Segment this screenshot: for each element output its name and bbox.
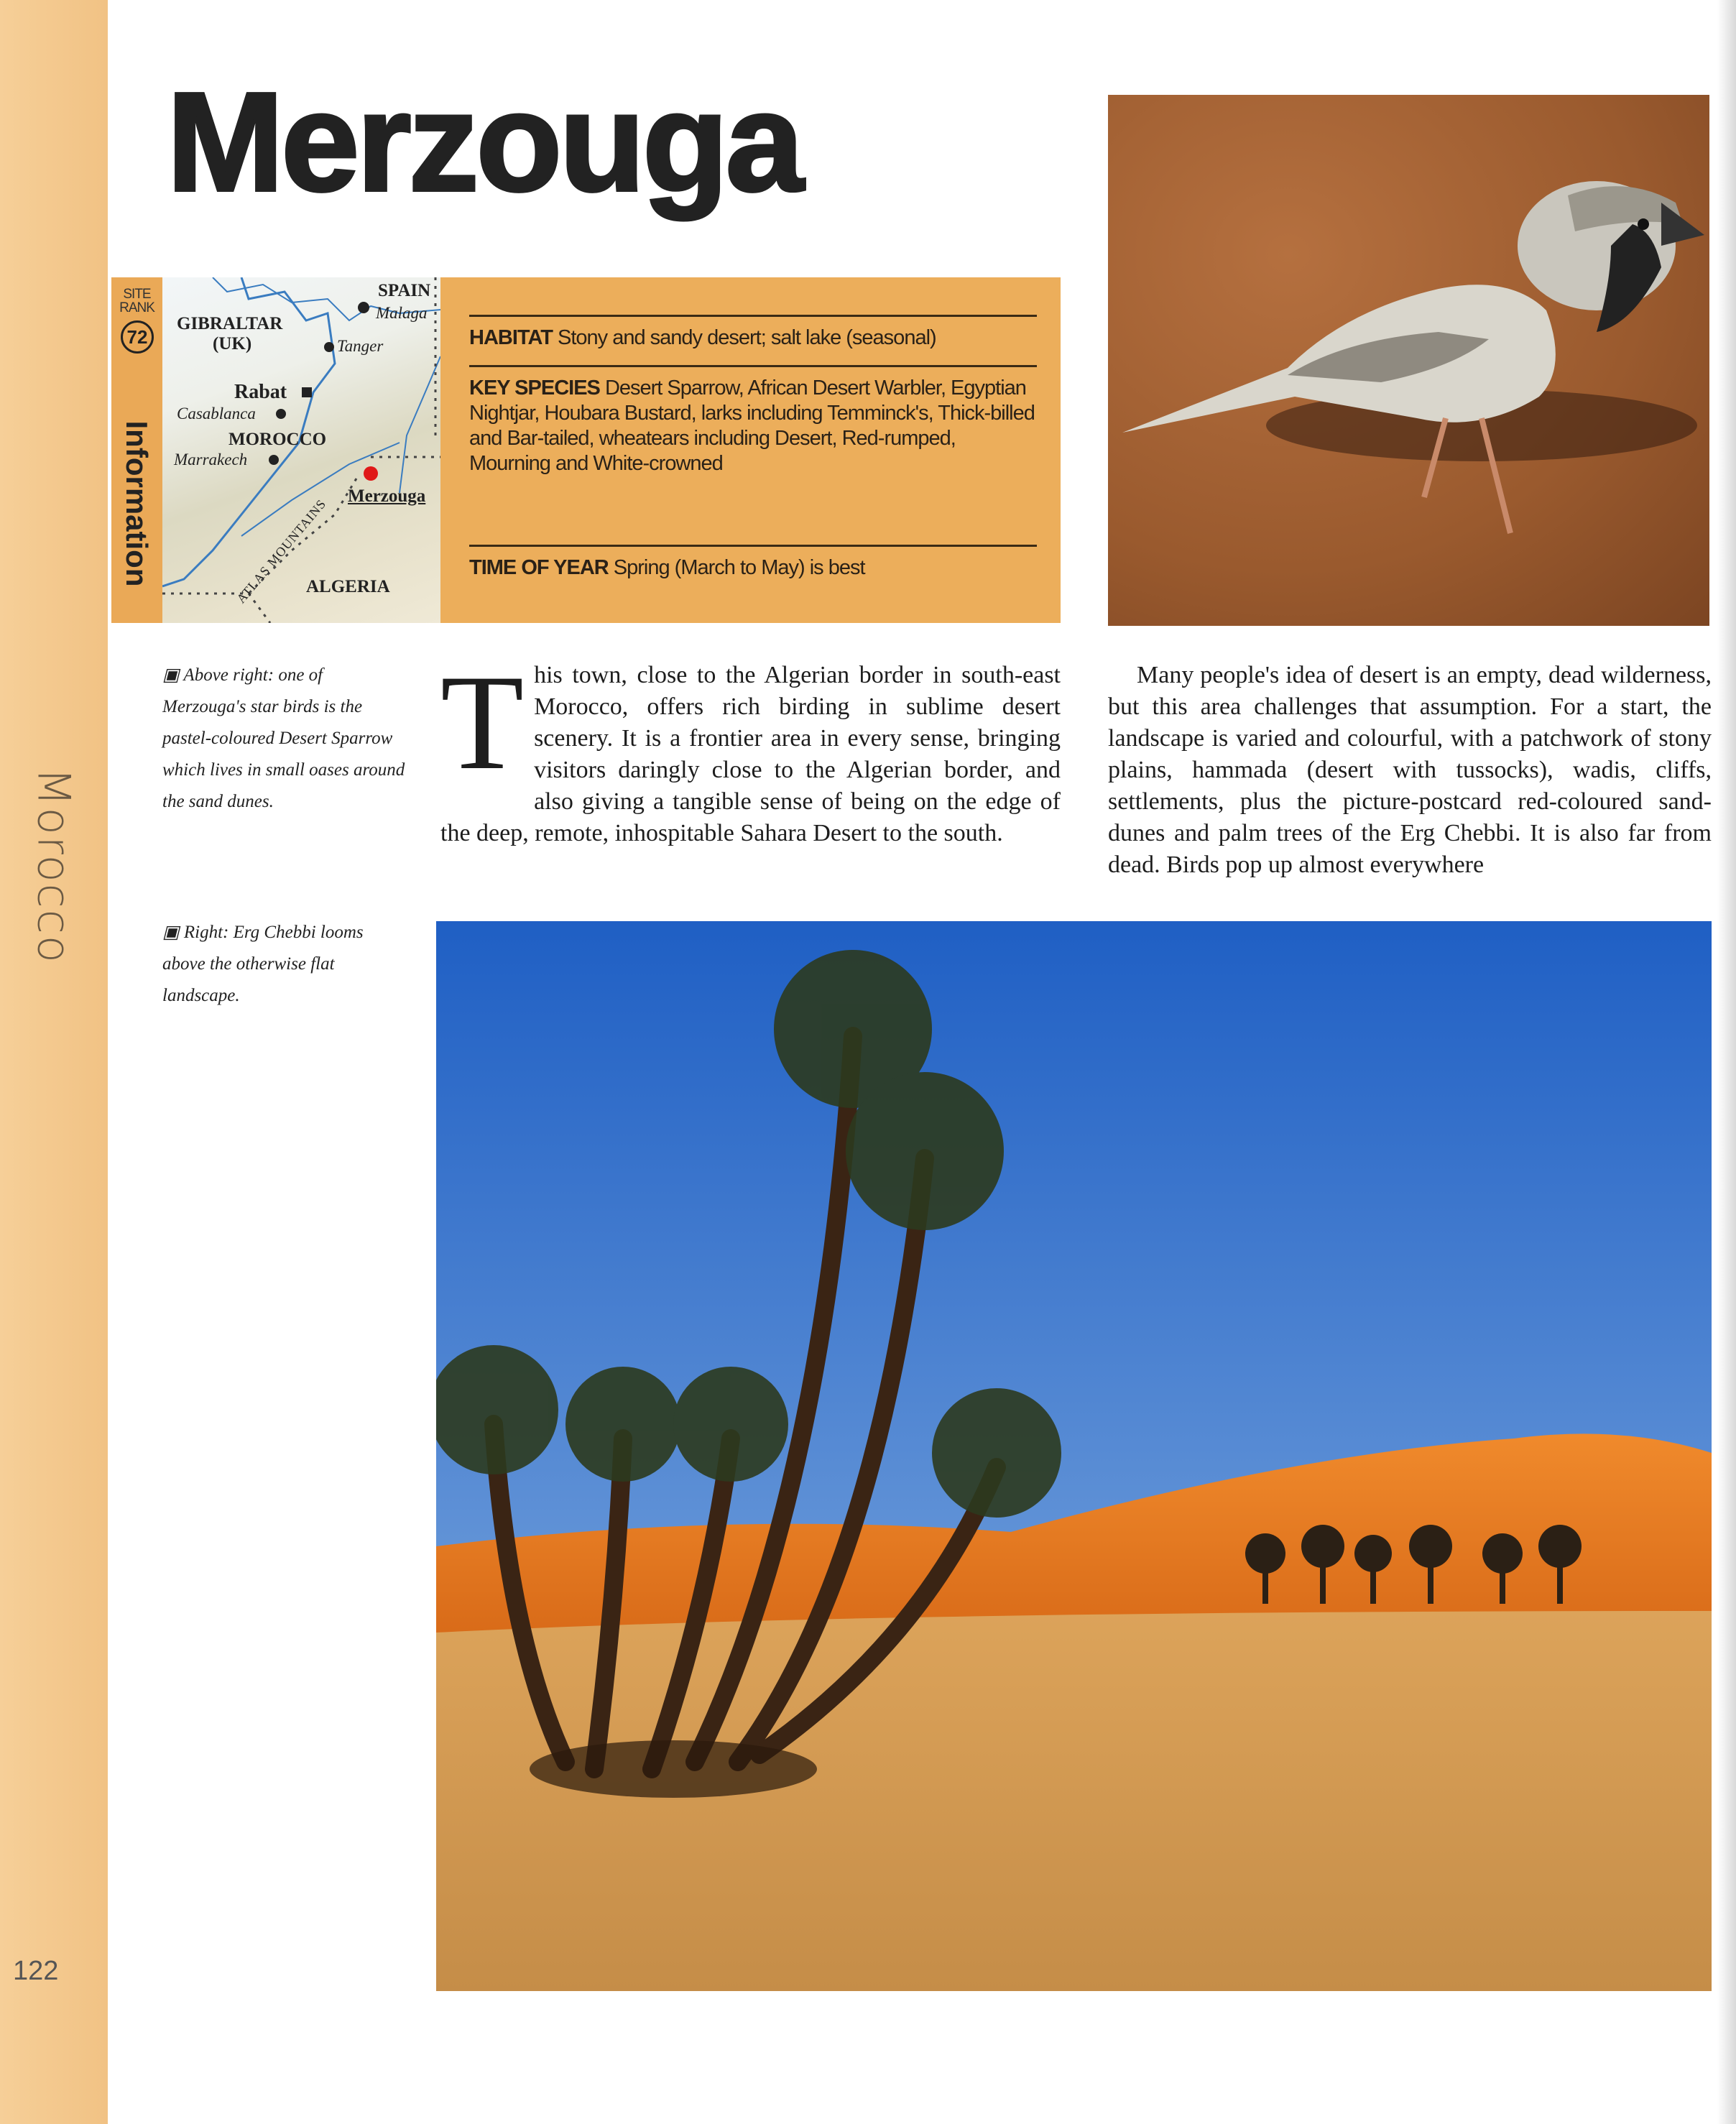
time-of-year-row (469, 545, 1037, 581)
map-label-spain: SPAIN (378, 281, 431, 300)
map-label-casablanca: Casablanca (177, 405, 256, 423)
info-panel (440, 277, 1061, 623)
caption-dunes-text: Right: Erg Chebbi looms above the otherwise flat landscape. (162, 923, 364, 1005)
camera-icon: ▣ (162, 923, 184, 942)
desert-sparrow-photo (1108, 95, 1709, 626)
section-label-text: Morocco (27, 767, 80, 964)
caption-dunes (162, 917, 407, 1012)
body-column-2: Many people's idea of desert is an empty, dead wilderness, but this area challenges that assumption. For a start, the landscape is varied and colourful, with a patchwork of stony plains, hammada (desert with tussocks), wadis, cliffs, settlements, plus the picture-postcard red-coloured sand-dunes and palm trees of the Erg Chebbi. It is also far from dead. Birds pop up almost everywhere (1108, 662, 1712, 878)
body-column-1 (440, 647, 1061, 849)
time-of-year-value: Spring (March to May) is best (613, 556, 865, 579)
habitat-value: Stony and sandy desert; salt lake (seasonal) (558, 326, 936, 349)
habitat-row (469, 315, 1037, 351)
key-species-row (469, 365, 1037, 476)
map-label-morocco: MOROCCO (228, 430, 327, 449)
caption-bird (162, 660, 407, 818)
map-label-merzouga: Merzouga (348, 486, 426, 506)
habitat-label: HABITAT (469, 326, 553, 349)
key-species-value: Desert Sparrow, African Desert Warbler, Egyptian Nightjar, Houbara Bustard, larks including Temminck's, Thick-billed and Bar-tailed, wheatears including Desert, Red-rumped, Mourning and White-crowned (469, 377, 1035, 475)
bird-illustration (1108, 95, 1709, 626)
site-rank-label: SITE RANK (119, 287, 154, 315)
map-label-tanger: Tanger (337, 337, 384, 355)
body-text-1: his town, close to the Algerian border in south-east Morocco, offers rich birding in sublime desert scenery. It is a frontier area in every sense, bringing visitors daringly close to the Algerian border, and also giving a tangible sense of being on the edge of the deep, remote, inhospitable Sahara Desert to the south. (440, 662, 1061, 846)
map-label-uk: (UK) (213, 334, 252, 354)
key-species-label: KEY SPECIES (469, 377, 600, 400)
erg-chebbi-photo (436, 921, 1712, 1991)
information-label: Information (120, 420, 154, 587)
map-label-algeria: ALGERIA (306, 577, 390, 596)
location-map (162, 277, 440, 623)
page-number: 122 (13, 1956, 59, 1986)
site-rank-badge: 72 (121, 320, 154, 354)
time-of-year-label: TIME OF YEAR (469, 556, 609, 579)
page-title: Merzouga (167, 63, 801, 221)
merzouga-marker (364, 466, 378, 481)
map-label-rabat: Rabat (234, 381, 287, 403)
site-rank-strip (111, 277, 162, 623)
map-label-gibraltar: GIBRALTAR (177, 314, 283, 333)
caption-bird-text: Above right: one of Merzouga's star birds is the pastel-coloured Desert Sparrow which lives in small oases around the sand dunes. (162, 665, 405, 811)
map-label-atlas: ATLAS MOUNTAINS (234, 496, 329, 606)
drop-cap: T (440, 647, 525, 798)
page-gutter-shadow (1717, 0, 1736, 2124)
section-label (14, 767, 93, 964)
map-label-malaga: Malaga (376, 304, 428, 322)
dunes-palms-illustration (436, 921, 1712, 1991)
map-label-marrakech: Marrakech (174, 451, 248, 468)
camera-icon: ▣ (162, 665, 184, 685)
section-color-strip (0, 0, 108, 2124)
